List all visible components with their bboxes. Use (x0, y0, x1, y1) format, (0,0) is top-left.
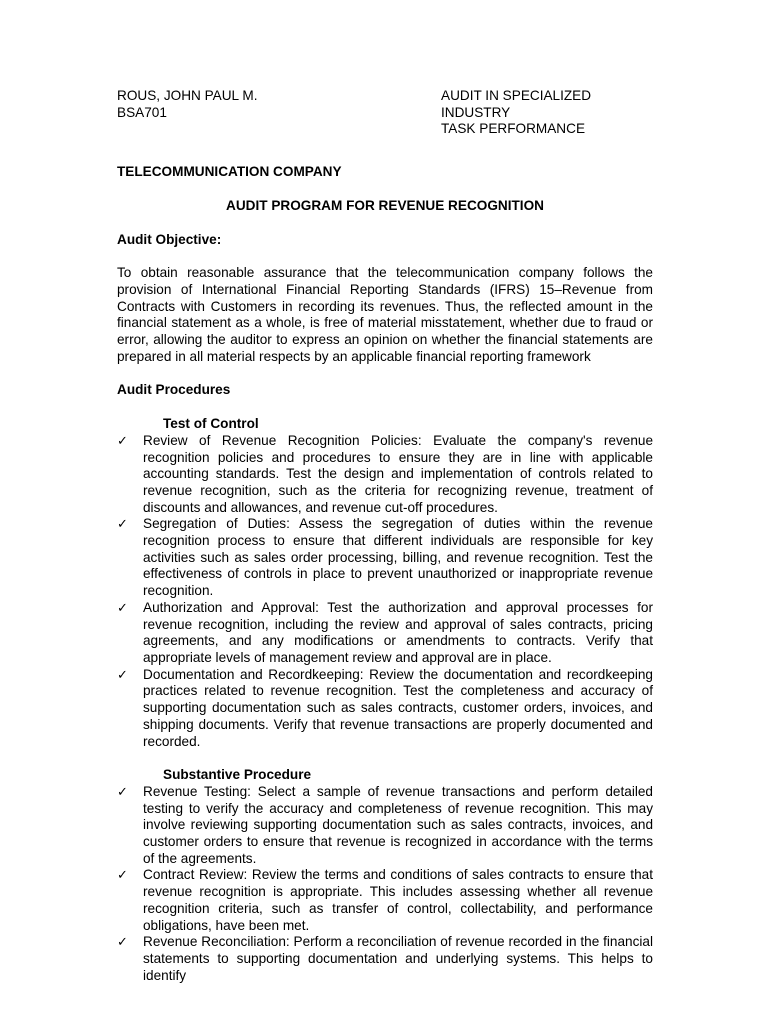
list-item (117, 784, 653, 868)
checkmark-icon: ✓ (117, 432, 128, 448)
checkmark-icon: ✓ (117, 666, 128, 682)
checkmark-icon: ✓ (117, 516, 128, 532)
list-item (117, 934, 653, 984)
list-item (117, 516, 653, 600)
student-section: BSA701 (117, 104, 167, 120)
list-item (117, 433, 653, 517)
checkmark-icon: ✓ (117, 934, 128, 950)
document-header (117, 88, 653, 138)
document-page (117, 88, 653, 984)
checkmark-icon: ✓ (117, 867, 128, 883)
list-item-text: Documentation and Recordkeeping: Review the documentation and recordkeeping practices related to revenue recognition. Test the completeness and accuracy of supporting documentation such as sales contracts, customer orders, invoices, and shipping documents. Verify that revenue transactions are properly documented and recorded. (143, 666, 653, 749)
list-item (117, 867, 653, 934)
checkmark-icon: ✓ (117, 783, 128, 799)
checkmark-icon: ✓ (117, 599, 128, 615)
substantive-procedure-list (117, 784, 653, 984)
list-item-text: Authorization and Approval: Test the authorization and approval processes for revenue recognition, including the review and approval of sales contracts, pricing agreements, and any modifications or amendments to contracts. Verify that appropriate levels of management review and approval are in place. (143, 599, 653, 665)
course-title: AUDIT IN SPECIALIZED INDUSTRY (441, 88, 592, 120)
program-title: AUDIT PROGRAM FOR REVENUE RECOGNITION (226, 197, 544, 213)
procedures-heading: Audit Procedures (117, 382, 231, 398)
student-info (117, 88, 257, 138)
test-of-control-list (117, 433, 653, 750)
list-item-text: Revenue Testing: Select a sample of revenue transactions and perform detailed testing to verify the accuracy and completeness of revenue recognition. This may involve reviewing supporting documentation such as sales contracts, invoices, and customer orders to ensure that revenue is recognized in accordance with the terms of the agreements. (143, 783, 653, 866)
test-of-control-heading: Test of Control (163, 416, 259, 432)
list-item (117, 667, 653, 751)
objective-heading: Audit Objective: (117, 231, 222, 247)
substantive-procedure-heading: Substantive Procedure (163, 767, 312, 783)
student-name: ROUS, JOHN PAUL M. (117, 88, 258, 103)
list-item-text: Revenue Reconciliation: Perform a reconciliation of revenue recorded in the financial statements to supporting documentation and underlying systems. This helps to identify (143, 934, 653, 983)
list-item (117, 600, 653, 667)
task-label: TASK PERFORMANCE (441, 121, 586, 137)
list-item-text: Segregation of Duties: Assess the segregation of duties within the revenue recognition process to ensure that different individuals are responsible for key activities such as sales order processing, billing, and revenue recognition. Test the effectiveness of controls in place to prevent unauthorized or inappropriate revenue recognition. (143, 516, 653, 599)
company-heading: TELECOMMUNICATION COMPANY (117, 164, 342, 180)
objective-text: To obtain reasonable assurance that the telecommunication company follows the provision of International Financial Reporting Standards (IFRS) 15–Revenue from Contracts with Customers in recording its revenues. Thus, the reflected amount in the financial statement as a whole, is free of material misstatement, whether due to fraud or error, allowing the auditor to express an opinion on whether the financial statements are prepared in all material respects by an applicable financial reporting framework (117, 265, 653, 364)
list-item-text: Review of Revenue Recognition Policies: Evaluate the company's revenue recognition policies and procedures to ensure they are in line with applicable accounting standards. Test the design and implementation of controls related to revenue recognition, such as the criteria for recognizing revenue, treatment of discounts and allowances, and revenue cut-off procedures. (143, 432, 653, 515)
course-info (441, 88, 653, 138)
list-item-text: Contract Review: Review the terms and conditions of sales contracts to ensure that revenue recognition is appropriate. This includes assessing whether all revenue recognition criteria, such as transfer of control, collectability, and performance obligations, have been met. (143, 867, 653, 933)
